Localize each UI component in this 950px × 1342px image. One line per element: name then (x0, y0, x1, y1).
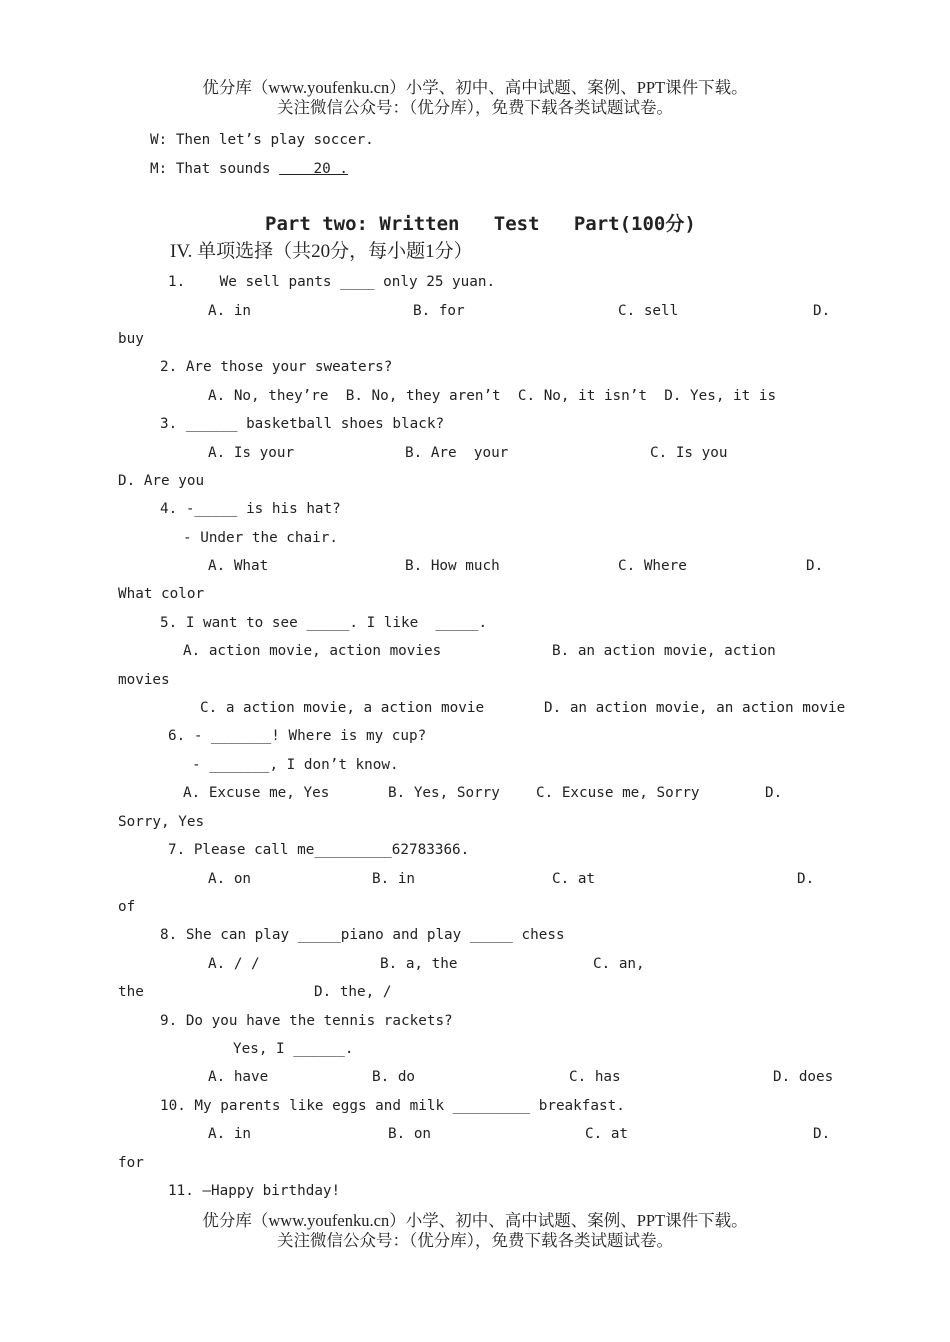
q7-option-d-wrap: of (118, 899, 136, 915)
q6-answer: - _______, I don’t know. (192, 757, 399, 773)
q7-option-c: C. at (552, 871, 596, 887)
q1-option-d-wrap: buy (118, 331, 144, 347)
q5-option-c: C. a action movie, a action movie (200, 700, 485, 716)
q3-text: 3. ______ basketball shoes black? (160, 416, 445, 432)
q4-text: 4. -_____ is his hat? (160, 501, 341, 517)
q8-option-b: B. a, the (380, 956, 458, 972)
dialog-m-prefix: M: That sounds (150, 161, 280, 177)
q6-text: 6. - _______! Where is my cup? (168, 728, 427, 744)
q6-option-a: A. Excuse me, Yes (183, 785, 330, 801)
q5-option-a: A. action movie, action movies (183, 643, 442, 659)
footer-line-2: 关注微信公众号：（优分库），免费下载各类试题试卷。 (277, 1231, 673, 1250)
q9-answer: Yes, I ______. (233, 1041, 354, 1057)
dialog-m-blank: 20 . (279, 161, 348, 177)
q10-option-c: C. at (585, 1126, 629, 1142)
q8-text: 8. She can play _____piano and play _____ chess (160, 927, 565, 943)
q1-text: 1. We sell pants ____ only 25 yuan. (168, 274, 496, 290)
q4-option-d: D. (806, 558, 824, 574)
q9-option-a: A. have (208, 1069, 269, 1085)
q1-option-d: D. (813, 303, 831, 319)
q10-option-d: D. (813, 1126, 831, 1142)
q5-text: 5. I want to see _____. I like _____. (160, 615, 488, 631)
header-line-1: 优分库（www.youfenku.cn）小学、初中、高中试题、案例、PPT课件下载。 (202, 78, 748, 97)
q1-option-c: C. sell (618, 303, 679, 319)
q7-option-a: A. on (208, 871, 252, 887)
dialog-m-line (150, 160, 348, 178)
q5-option-b-wrap: movies (118, 672, 170, 688)
section-title: IV. 单项选择（共20分，每小题1分） (170, 241, 473, 262)
q2-options: A. No, they’re B. No, they aren’t C. No, it isn’t D. Yes, it is (208, 388, 777, 404)
q9-option-c: C. has (569, 1069, 621, 1085)
q6-option-d-wrap: Sorry, Yes (118, 814, 205, 830)
q10-option-a: A. in (208, 1126, 252, 1142)
q6-option-c: C. Excuse me, Sorry (536, 785, 700, 801)
q3-option-d: D. Are you (118, 473, 205, 489)
q10-option-b: B. on (388, 1126, 432, 1142)
q8-option-d: D. the, / (314, 984, 392, 1000)
dialog-w-line: W: Then let’s play soccer. (150, 132, 374, 148)
q3-option-b: B. Are your (405, 445, 509, 461)
q4-option-a: A. What (208, 558, 269, 574)
q6-option-b: B. Yes, Sorry (388, 785, 500, 801)
q1-option-a: A. in (208, 303, 252, 319)
q6-option-d: D. (765, 785, 783, 801)
q8-option-c-wrap: the (118, 984, 144, 1000)
q5-option-d: D. an action movie, an action movie (544, 700, 846, 716)
q7-option-d: D. (797, 871, 815, 887)
q8-option-c: C. an, (593, 956, 645, 972)
q1-option-b: B. for (413, 303, 465, 319)
q4-option-d-wrap: What color (118, 586, 205, 602)
q7-text: 7. Please call me_________62783366. (168, 842, 470, 858)
q11-text: 11. –Happy birthday! (168, 1183, 341, 1199)
q7-option-b: B. in (372, 871, 416, 887)
q2-text: 2. Are those your sweaters? (160, 359, 393, 375)
q4-option-b: B. How much (405, 558, 500, 574)
header-line-2: 关注微信公众号：（优分库），免费下载各类试题试卷。 (277, 98, 673, 117)
q9-option-d: D. does (773, 1069, 834, 1085)
q4-option-c: C. Where (618, 558, 687, 574)
q9-option-b: B. do (372, 1069, 416, 1085)
q10-text: 10. My parents like eggs and milk _________ breakfast. (160, 1098, 625, 1114)
q10-option-d-wrap: for (118, 1155, 144, 1171)
q9-text: 9. Do you have the tennis rackets? (160, 1013, 453, 1029)
q4-answer: - Under the chair. (183, 530, 338, 546)
q5-option-b: B. an action movie, action (552, 643, 776, 659)
q3-option-a: A. Is your (208, 445, 295, 461)
q3-option-c: C. Is you (650, 445, 728, 461)
footer-line-1: 优分库（www.youfenku.cn）小学、初中、高中试题、案例、PPT课件下载。 (202, 1211, 748, 1230)
q8-option-a: A. / / (208, 956, 260, 972)
part-title: Part two: Written Test Part(100分) (265, 213, 696, 235)
